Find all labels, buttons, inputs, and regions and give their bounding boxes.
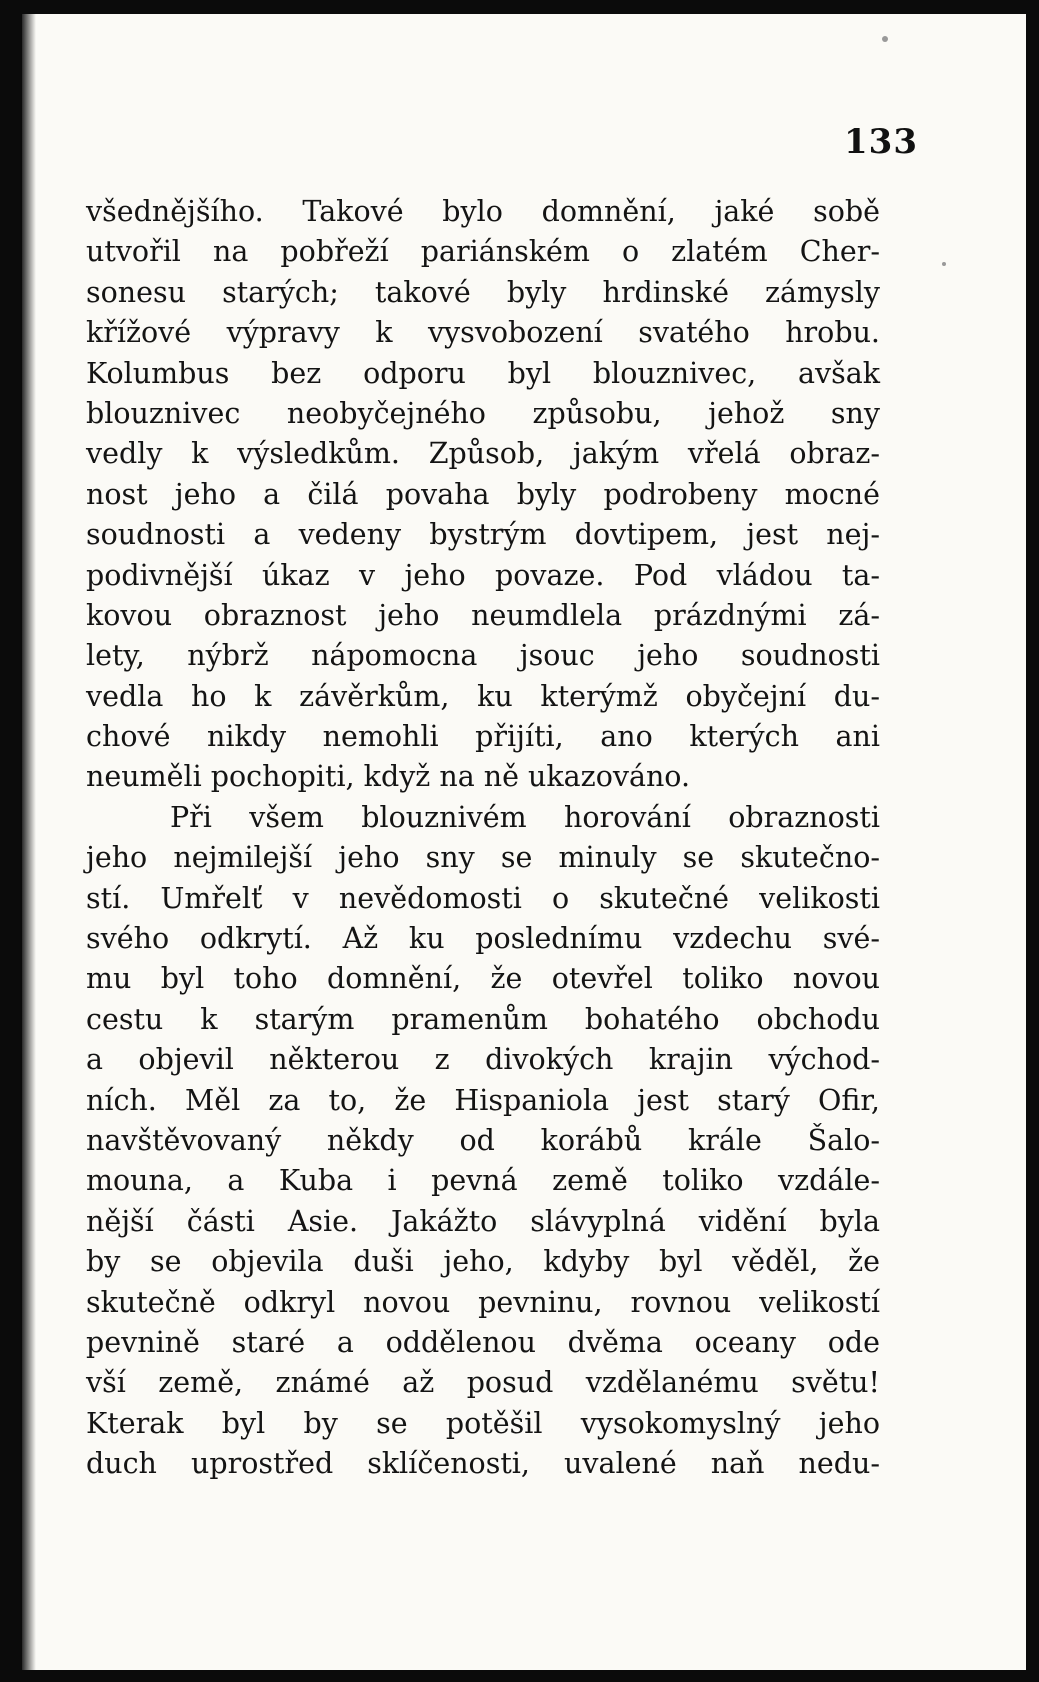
text-line: soudnosti a vedeny bystrým dovtipem, jest nej- [86, 518, 880, 552]
text-line: neuměli pochopiti, když na ně ukazováno. [86, 760, 691, 794]
text-line: Kterak byl by se potěšil vysokomyslný jeho [86, 1406, 880, 1440]
text-line: nost jeho a čilá povaha byly podrobeny mocné [86, 477, 880, 511]
text-line: Při všem blouznivém horování obraznosti [170, 800, 880, 834]
text-line: vedly k výsledkům. Způsob, jakým vřelá obraz- [86, 437, 880, 471]
paragraph [86, 798, 880, 1485]
paper-speck [882, 36, 888, 42]
text-line: utvořil na pobřeží pariánském o zlatém Cher- [86, 235, 880, 269]
text-line: podivnější úkaz v jeho povaze. Pod vládou ta- [86, 558, 880, 592]
text-line: mouna, a Kuba i pevná země toliko vzdále- [86, 1164, 880, 1198]
book-page [22, 14, 1026, 1670]
paper-speck [942, 262, 946, 266]
text-line: navštěvovaný někdy od korábů krále Šalo- [86, 1123, 880, 1157]
text-line: svého odkrytí. Až ku poslednímu vzdechu své- [86, 922, 880, 956]
page-edge-shadow [22, 14, 36, 1670]
text-line: vedla ho k závěrkům, ku kterýmž obyčejní du- [86, 679, 880, 713]
text-line: cestu k starým pramenům bohatého obchodu [86, 1002, 880, 1036]
paragraph [86, 192, 880, 798]
text-line: vší země, známé až posud vzdělanému světu! [86, 1366, 880, 1400]
text-line: všednějšího. Takové bylo domnění, jaké sobě [86, 195, 880, 228]
text-line: by se objevila duši jeho, kdyby byl věděl, že [86, 1245, 880, 1279]
text-line: kovou obraznost jeho neumdlela prázdnými zá- [86, 598, 880, 632]
text-line: mu byl toho domnění, že otevřel toliko novou [86, 962, 880, 996]
text-line: křížové výpravy k vysvobození svatého hrobu. [86, 316, 880, 350]
text-line: chové nikdy nemohli přijíti, ano kterých ani [86, 720, 880, 754]
text-line: nější části Asie. Jakážto slávyplná vidění byla [86, 1204, 880, 1238]
text-line: blouznivec neobyčejného způsobu, jehož sny [86, 396, 880, 430]
text-line: sonesu starých; takové byly hrdinské zámysly [86, 275, 880, 309]
page-number: 133 [844, 122, 918, 162]
text-line: skutečně odkryl novou pevninu, rovnou velikostí [86, 1285, 880, 1319]
text-line: stí. Umřelť v nevědomosti o skutečné velikosti [86, 881, 880, 915]
text-line: Kolumbus bez odporu byl blouznivec, avšak [86, 356, 880, 390]
body-text [86, 192, 880, 1485]
text-line: jeho nejmilejší jeho sny se minuly se skutečno- [86, 841, 880, 875]
text-line: lety, nýbrž nápomocna jsouc jeho soudnosti [86, 639, 880, 673]
text-line: ních. Měl za to, že Hispaniola jest starý Ofir, [86, 1083, 880, 1117]
text-line: a objevil některou z divokých krajin východ- [86, 1043, 880, 1077]
text-line: pevnině staré a oddělenou dvěma oceany ode [86, 1325, 880, 1359]
text-line: duch uprostřed sklíčenosti, uvalené naň nedu- [86, 1447, 880, 1481]
